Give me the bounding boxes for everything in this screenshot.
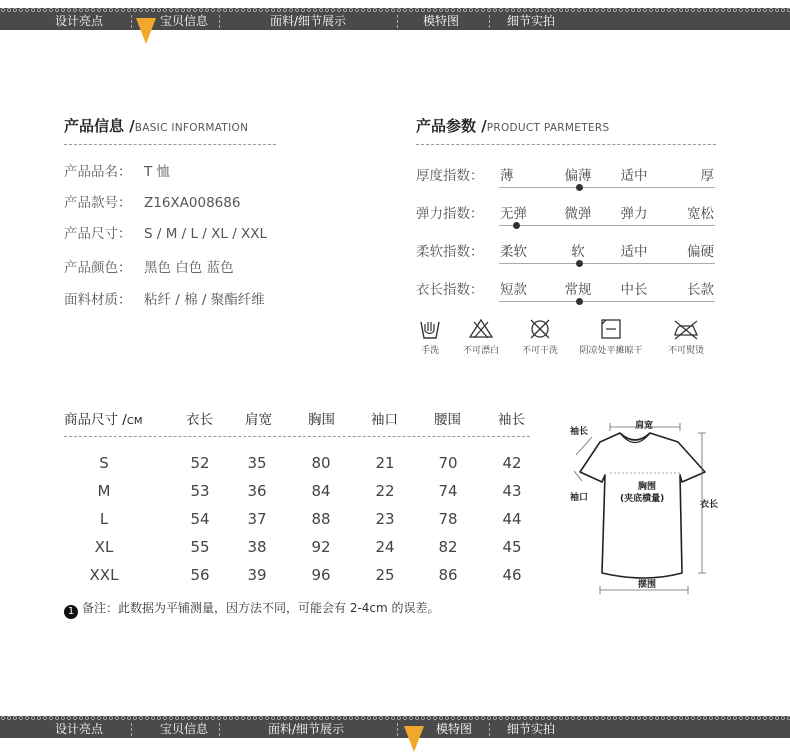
- size-cell: 88: [311, 510, 331, 528]
- size-cell: 82: [438, 538, 458, 556]
- param-option: 无弹: [500, 206, 527, 222]
- param-selected-dot: [576, 184, 583, 191]
- param-selected-dot: [576, 260, 583, 267]
- nav-active-marker-icon: [136, 18, 156, 44]
- param-scale-line: [499, 187, 715, 188]
- col-header-chest: 胸围: [308, 412, 335, 428]
- param-label: 衣长指数：: [416, 282, 484, 298]
- size-cell: 92: [311, 538, 331, 556]
- care-no-iron: 不可熨烫: [654, 318, 718, 356]
- nav-divider: [489, 723, 490, 736]
- param-option: 长款: [687, 282, 714, 298]
- size-cell: 35: [247, 454, 267, 472]
- info-name: 产品品名： T 恤: [64, 164, 171, 180]
- size-cell: 53: [190, 482, 210, 500]
- param-option: 常规: [564, 282, 592, 298]
- diagram-label-chest-sub: (夹底横量): [620, 494, 665, 504]
- size-cell: 70: [438, 454, 458, 472]
- size-cell: 56: [190, 566, 210, 584]
- param-selected-dot: [513, 222, 520, 229]
- nav-design[interactable]: 设计亮点: [55, 14, 104, 28]
- param-option: 适中: [620, 244, 648, 260]
- nav-active-marker-icon: [404, 726, 424, 752]
- shirt-measure-diagram: [570, 405, 720, 605]
- nav-model[interactable]: 模特图: [436, 722, 473, 736]
- param-scale-line: [499, 301, 715, 302]
- nav-divider: [397, 15, 398, 28]
- nav-divider: [131, 15, 132, 28]
- shirt-outline: [580, 433, 705, 578]
- top-nav: [0, 8, 790, 30]
- size-cell: 38: [247, 538, 267, 556]
- diagram-label-chest: 胸围: [638, 482, 657, 492]
- nav-divider: [397, 723, 398, 736]
- care-no-bleach: 不可漂白: [449, 318, 513, 356]
- size-cell: 54: [190, 510, 210, 528]
- product-params-title: 产品参数 /PRODUCT PARMETERS: [416, 117, 610, 135]
- no-iron-icon: [671, 318, 701, 340]
- param-scale-line: [499, 225, 715, 226]
- param-selected-dot: [576, 298, 583, 305]
- size-cell: 80: [311, 454, 331, 472]
- nav-fabric[interactable]: 面料/细节展示: [270, 14, 347, 28]
- size-cell: 52: [190, 454, 210, 472]
- size-cell: 22: [375, 482, 395, 500]
- nav-chain-decoration: [0, 716, 790, 720]
- size-cell: 23: [375, 510, 395, 528]
- size-cell: 37: [247, 510, 267, 528]
- no-bleach-icon: [468, 318, 494, 340]
- info-style: 产品款号： Z16XA008686: [64, 195, 241, 211]
- param-label: 厚度指数：: [416, 168, 484, 184]
- size-label: L: [99, 510, 109, 528]
- param-option: 微弹: [564, 206, 592, 222]
- nav-model[interactable]: 模特图: [423, 14, 460, 28]
- nav-product-info[interactable]: 宝贝信息: [160, 722, 209, 736]
- param-option: 软: [571, 244, 585, 260]
- size-table-header-label: 商品尺寸 /CM: [64, 412, 143, 428]
- care-flat-dry: 阴凉处平摊晾干: [577, 318, 645, 356]
- diagram-label-shoulder: 肩宽: [635, 421, 654, 431]
- nav-detail[interactable]: 细节实拍: [507, 722, 556, 736]
- param-label: 弹力指数：: [416, 206, 484, 222]
- info-material: 面料材质： 粘纤 / 棉 / 聚酯纤维: [64, 292, 265, 308]
- divider: [416, 144, 716, 145]
- col-header-shoulder: 肩宽: [245, 412, 272, 428]
- size-cell: 84: [311, 482, 331, 500]
- size-cell: 55: [190, 538, 210, 556]
- nav-detail[interactable]: 细节实拍: [507, 14, 556, 28]
- param-option: 薄: [500, 168, 514, 184]
- note-number-badge: 1: [64, 605, 78, 619]
- care-hand-wash: 手洗: [398, 318, 462, 356]
- nav-divider: [489, 15, 490, 28]
- care-no-dry-clean: 不可干洗: [508, 318, 572, 356]
- info-size: 产品尺寸： S / M / L / XL / XXL: [64, 226, 268, 242]
- divider: [64, 144, 276, 145]
- size-cell: 25: [375, 566, 395, 584]
- hand-wash-icon: [419, 318, 441, 340]
- param-option: 弹力: [620, 206, 648, 222]
- size-label: M: [97, 482, 111, 500]
- param-label: 柔软指数：: [416, 244, 484, 260]
- size-cell: 21: [375, 454, 395, 472]
- param-option: 偏薄: [564, 168, 592, 184]
- col-header-sleeve: 袖长: [498, 412, 525, 428]
- nav-design[interactable]: 设计亮点: [55, 722, 104, 736]
- param-option: 宽松: [687, 206, 714, 222]
- size-cell: 96: [311, 566, 331, 584]
- col-header-cuff: 袖口: [371, 412, 398, 428]
- diagram-label-hem: 摆围: [638, 580, 657, 590]
- col-header-waist: 腰围: [434, 412, 461, 428]
- size-label: XXL: [89, 566, 119, 584]
- size-cell: 39: [247, 566, 267, 584]
- nav-chain-decoration: [0, 8, 790, 12]
- flat-dry-shade-icon: [600, 318, 622, 340]
- param-option: 厚: [700, 168, 714, 184]
- divider: [64, 436, 530, 437]
- param-option: 短款: [500, 282, 527, 298]
- size-cell: 45: [502, 538, 522, 556]
- diagram-label-cuff: 袖口: [570, 493, 589, 503]
- param-scale-line: [499, 263, 715, 264]
- size-cell: 43: [502, 482, 522, 500]
- param-option: 柔软: [500, 244, 527, 260]
- nav-divider: [219, 723, 220, 736]
- diagram-label-length: 衣长: [700, 500, 719, 510]
- param-option: 中长: [620, 282, 648, 298]
- note: 1 备注：此数据为平铺测量，因方法不同，可能会有 2-4cm 的误差。: [64, 599, 440, 619]
- size-cell: 74: [438, 482, 458, 500]
- size-label: S: [99, 454, 109, 472]
- bottom-nav: [0, 716, 790, 738]
- size-cell: 24: [375, 538, 395, 556]
- product-info-title: 产品信息 /BASIC INFORMATION: [64, 117, 249, 135]
- size-cell: 78: [438, 510, 458, 528]
- nav-fabric[interactable]: 面料/细节展示: [268, 722, 345, 736]
- size-cell: 86: [438, 566, 458, 584]
- nav-product-info[interactable]: 宝贝信息: [160, 14, 209, 28]
- size-cell: 46: [502, 566, 522, 584]
- param-option: 适中: [620, 168, 648, 184]
- size-label: XL: [94, 538, 114, 556]
- nav-divider: [219, 15, 220, 28]
- nav-divider: [131, 723, 132, 736]
- no-dry-clean-icon: [528, 318, 552, 340]
- size-cell: 36: [247, 482, 267, 500]
- col-header-length: 衣长: [186, 412, 213, 428]
- size-cell: 42: [502, 454, 522, 472]
- info-color: 产品颜色： 黑色 白色 蓝色: [64, 260, 234, 276]
- size-cell: 44: [502, 510, 522, 528]
- param-option: 偏硬: [687, 244, 714, 260]
- diagram-label-sleeve-length: 袖长: [570, 427, 589, 437]
